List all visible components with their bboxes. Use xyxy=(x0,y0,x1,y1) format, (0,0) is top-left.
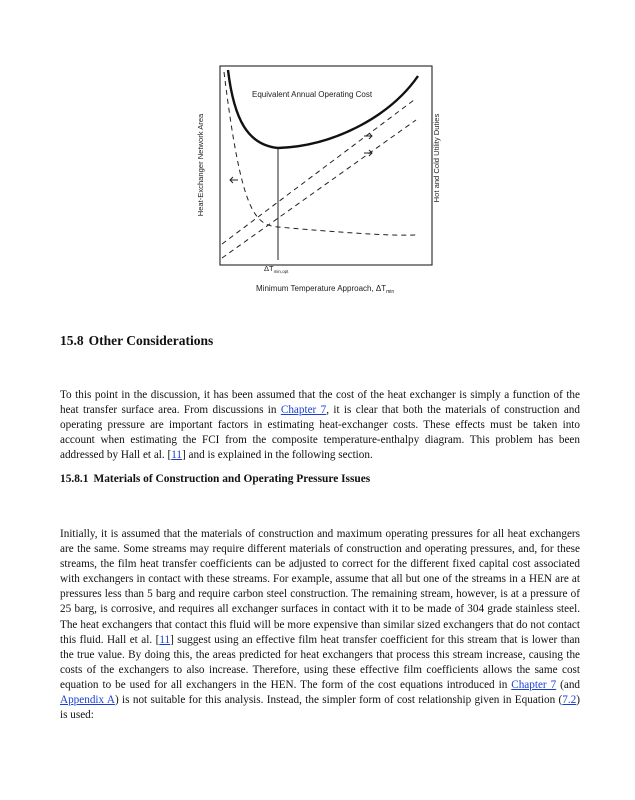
para2-text-3: (and xyxy=(556,678,581,691)
intro-paragraph xyxy=(60,388,580,463)
left-arrow-icon xyxy=(230,177,238,183)
curve-label: Equivalent Annual Operating Cost xyxy=(252,90,373,99)
para1-text-1: To this point in the discussion, it has been assumed that the cost of the heat exchanger is simply a function of the heat transfer surface area. From discussions in xyxy=(60,389,580,417)
subsection-number: 15.8.1 xyxy=(60,473,89,485)
equation-7-2-link[interactable]: 7.2 xyxy=(562,694,577,707)
para2-text-4: ) is not suitable for this analysis. Instead, the simpler form of cost relationship given in Equation ( xyxy=(114,694,563,707)
right-arrow-icon-lower xyxy=(364,150,372,156)
subsection-title-text: Materials of Construction and Operating Pressure Issues xyxy=(93,473,371,485)
chapter-7-link-2[interactable]: Chapter 7 xyxy=(511,678,557,691)
subsection-heading xyxy=(60,473,370,485)
section-title-text: Other Considerations xyxy=(88,333,214,348)
figure-graphic xyxy=(186,60,446,305)
para1-text-2: , it is clear that both the materials of construction and operating pressure are important factors in estimating heat-exchanger costs. These effects must be taken into account when estimating the FCI from the composite temperature-enthalpy diagram. This problem has been addressed by Hall et al. [ xyxy=(60,404,580,462)
para2-text-1: Initially, it is assumed that the materials of construction and maximum operating pressures for all heat exchangers are the same. Some streams may require different materials of construction and operating pressures, and, for these streams, the film heat transfer coefficients can be adjusted to correct for the different fixed capital cost associated with exchangers in contact with these streams. For example, assume that all but one of the streams in a HEN are at pressures less than 5 barg and require carbon steel construction. The remaining stream, however, is at a pressure of 25 barg, is corrosive, and requires all exchanger surfaces in contact with it to be made of 304 grade stainless steel. The heat exchangers that contact this fluid will be more expensive than similar sized exchangers that do not contact this fluid. Hall et al. [ xyxy=(60,528,580,646)
x-axis-label: Minimum Temperature Approach, $\Delta T_{min}$ xyxy=(256,284,395,295)
chapter-7-link[interactable]: Chapter 7 xyxy=(280,404,327,417)
para2-text-5: ) is used: xyxy=(60,694,580,722)
operating-cost-curve xyxy=(228,70,418,148)
right-axis-label: Hot and Cold Utility Duties xyxy=(432,113,441,203)
reference-11-link-2[interactable]: 11 xyxy=(159,633,171,646)
left-axis-label: Heat-Exchanger Network Area xyxy=(196,113,205,217)
hot-utility-line xyxy=(222,100,414,244)
para2-text-2: ] suggest using an effective film heat transfer coefficient for this stream that is lower than the true value. By doing this, the areas predicted for heat exchangers that process this stream increase, causing the costs of the exchangers to also increase. Therefore, using these effective film coefficients allows the same cost equation to be used for all exchangers in the HEN. The form of the cost equations introduced in xyxy=(60,633,581,691)
optimum-label: $\Delta T_{min,opt}$ xyxy=(264,264,289,274)
materials-paragraph xyxy=(60,527,580,723)
section-number: 15.8 xyxy=(60,333,84,348)
section-heading xyxy=(60,333,213,349)
appendix-a-link[interactable]: Appendix A xyxy=(60,694,115,707)
para1-text-3: ] and is explained in the following section. xyxy=(182,449,373,462)
cost-vs-approach-figure xyxy=(186,60,446,305)
reference-11-link[interactable]: 11 xyxy=(171,449,182,462)
